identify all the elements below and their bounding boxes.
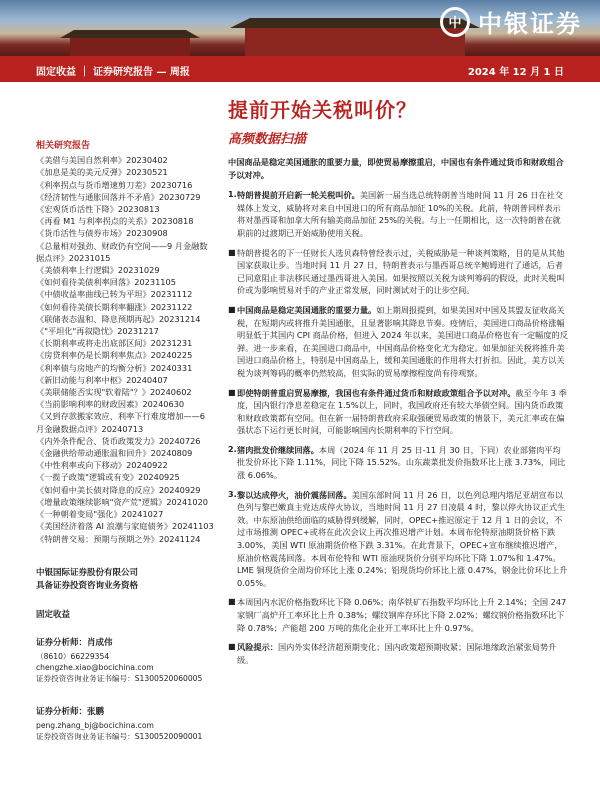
- paragraph-body: 国内外实体经济超预期变化；国内政策超预期收紧；国际地缘政治紧张局势升级。: [237, 642, 557, 665]
- paragraph-list: [228, 189, 568, 666]
- paragraph-bullet: ■: [228, 642, 236, 652]
- company-info-line: 具备证券投资咨询业务资格: [36, 580, 139, 591]
- company-info-line: 中银国际证券股份有限公司: [36, 567, 139, 578]
- paragraph-emphasis: 风险提示：: [237, 642, 278, 653]
- related-report-link[interactable]: 《中债收益率曲线已转为平坦》20231112: [36, 289, 193, 300]
- analyst-email: chengzhe.xiao@bocichina.com: [36, 663, 154, 673]
- analyst-card: [36, 637, 214, 684]
- related-report-link[interactable]: 《美联储能否实现"软着陆"？》20240602: [36, 387, 192, 398]
- body-paragraph: [228, 247, 568, 297]
- related-report-link[interactable]: 《再看 M1 与利率拐点的关系》20230818: [36, 216, 194, 227]
- related-report-link[interactable]: 《美债利率上行逻辑》20231029: [36, 265, 160, 276]
- related-report-link[interactable]: 《又到存款搬家效应、利率下行难度增加——6 月金融数据点评》20240713: [36, 411, 205, 434]
- paragraph-bullet: ■: [228, 304, 236, 314]
- paragraph-body: 如上期周报提到，如果美国对中国及其盟友征收高关税，在短期内或将推升美国通胀，且显著影响其降息节奏。疫情后，美国进口商品价格涨幅明显低于其国内 CPI 商品价格，但进入 2024 年以来，美国进口商品价格也有一定幅度的反弹。进一步来看，在美国进口商品中，中国商品价格变化尤为稳定。如果加征关税将推升美国进口商品价格上，特别是中国商品上，缓和美国通胀的作用将大打折扣。因此，美方以关税为谈判筹码的概率仍然较高，但实际的贸易摩擦程度尚有待观察。: [237, 304, 568, 378]
- paragraph-text: [237, 444, 568, 482]
- report-subtitle: 高频数据扫描: [228, 132, 307, 147]
- section-label: 固定收益: [36, 609, 71, 620]
- paragraph-text: [237, 189, 568, 239]
- related-report-link[interactable]: 《当前影响利率的财政因素》20240630: [36, 399, 185, 410]
- body-paragraph: [228, 387, 568, 437]
- related-report-link[interactable]: 《房贷利率仍是长期利率焦点》20240225: [36, 350, 193, 361]
- body-paragraph: [228, 489, 568, 590]
- report-category: 固定收益 ｜ 证券研究报告 — 周报: [36, 67, 190, 78]
- paragraph-emphasis: 黎以达成停火，油价震荡回落。: [237, 489, 352, 500]
- palace-image: [70, 38, 190, 56]
- paragraph-text: [237, 489, 568, 590]
- paragraph-bullet: ■: [228, 597, 236, 607]
- paragraph-body: 特朗普提名的下一任财长人选贝森特曾经表示过，关税威胁是一种谈判策略，目的是从其他国家获取让步。当地时间 11 月 27 日，特朗普表示与墨西哥总统辛鲍姆进行了通话，后者已同意阻止非法移民通过墨西哥进入美国。如果按照以关税为谈判筹码的假设，此时关税叫价或为影响贸易对手的产业正常发展，同时测试对于的让步空间。: [237, 247, 565, 296]
- paragraph-body: 截至今年 3 季度，国内银行净息差稳定在 1.5%以上，同时，我国政府还有较大举债空间。国内货币政策和财政政策都有空间。但在新一届特朗普政府采取强硬贸易政策的情景下，美元汇率或在偏强状态下运行更长时间，可能影响国内长期利率的下行空间。: [237, 387, 567, 436]
- analyst-cert: 证券投资咨询业务证书编号：S1300520060005: [36, 674, 203, 684]
- related-report-link[interactable]: 《中性利率或向下移动》20240922: [36, 460, 168, 471]
- paragraph-bullet: ■: [228, 387, 236, 397]
- header-banner: [0, 0, 600, 56]
- related-report-link[interactable]: 《货币活性与债券市场》20230908: [36, 228, 168, 239]
- related-report-link[interactable]: 《一揽子政策"逻辑或有变》20240925: [36, 472, 180, 483]
- related-report-link[interactable]: 《利率债与房地产的均衡分析》20240331: [36, 362, 193, 373]
- lead-summary: 中国商品是稳定美国通胀的重要力量，即使贸易摩擦重启，中国也有条件通过货币和财政组合予以对冲。: [228, 157, 564, 180]
- analyst-cert: 证券投资咨询业务证书编号：S1300520090001: [36, 732, 203, 742]
- related-report-link[interactable]: 《如何看待美债长期利率翻涨》20231122: [36, 301, 193, 312]
- body-paragraph: [228, 444, 568, 482]
- palace-image: [60, 30, 200, 38]
- company-info: [36, 567, 214, 593]
- paragraph-body: 美国新一届当选总统特朗普当地时间 11 月 26 日在社交媒体上发文，威胁将对来自中国进口的所有商品加征 10%的关税。此前，特朗普同样表示将对墨西哥和加拿大所有输美商品加征 25%的关税。与上一任期相比，这一次特朗普在就职前的过渡期已开始威胁使用关税。: [237, 190, 564, 238]
- palace-image: [245, 28, 465, 56]
- body-paragraph: [228, 304, 568, 380]
- brand-name: 中银证券: [478, 10, 582, 38]
- related-report-link[interactable]: 《利率拐点与货币增速剪刀差》20230716: [36, 179, 193, 190]
- analyst-list: [36, 637, 214, 742]
- body-paragraph: [228, 596, 568, 634]
- paragraph-body: 美国东部时间 11 月 26 日，以色列总理内塔尼亚胡宣布以色列与黎巴嫩真主党达成停火协议，当地时间 11 月 27 日凌晨 4 时，黎以停火协议正式生效。中东原油供给面临的威胁得到缓解，同时，OPEC+推迟原定于 12 月 1 日的会议，不过市场推测 OPEC+或将在此次会议上再次推迟增产计划。本周布伦特原油期货价格下跌 3.00%，美国 WTI 原油期货价格下跌 3.31%。在此背景下，OPEC+宣布继续推迟增产，原油价格震荡回落。本周布伦特和 WTI 原油现货价分别平均环比下降 1.07%和 1.47%。LME 铜现货价全周均价环比上涨 0.24%；铝现货均价环比上涨 0.47%，钢金比价环比上升 0.05%。: [237, 489, 568, 588]
- related-report-link[interactable]: 《总量相对强劲、财政仍有空间——9 月金融数据点评》20231015: [36, 240, 208, 263]
- paragraph-text: [237, 247, 568, 297]
- related-report-link[interactable]: 《如何看待美债利率回落》20231105: [36, 277, 176, 288]
- related-report-link[interactable]: 《宏观货币活性下降》20230813: [36, 204, 160, 215]
- related-list: [36, 154, 214, 545]
- related-report-link[interactable]: 《联储表态温和、降息预期再起》20231214: [36, 313, 201, 324]
- body-paragraph: [228, 641, 568, 666]
- related-heading: 相关研究报告: [36, 141, 91, 151]
- analyst-email: peng.zhang_bj@bocichina.com: [36, 721, 154, 731]
- paragraph-text: [237, 596, 568, 634]
- related-report-link[interactable]: 《经济韧性与通胀回落并不矛盾》20230729: [36, 191, 201, 202]
- main-content: [228, 156, 568, 673]
- paragraph-text: [237, 304, 568, 380]
- paragraph-body: 本周（2024 年 11 月 25 日-11 月 30 日，下同）农业部猪肉平均批发价环比下降 1.11%，同比下降 15.52%。山东蔬菜批发价指数环比上涨 3.73%，同比涨 6.06%。: [237, 444, 566, 481]
- paragraph-text: [237, 387, 568, 437]
- related-report-link[interactable]: 《金融供给带动通胀温和回升》20240809: [36, 448, 193, 459]
- paragraph-bullet: 3.: [228, 489, 237, 499]
- related-report-link[interactable]: 《增量政策继续影响"资产荒"逻辑》20241020: [36, 496, 209, 507]
- paragraph-emphasis: 中国商品是稳定美国通胀的重要力量。: [237, 304, 377, 315]
- paragraph-text: [237, 641, 568, 666]
- category-bar: [0, 56, 600, 82]
- analyst-name: 证券分析师：肖成伟: [36, 637, 113, 648]
- analyst-name: 证券分析师：张鹏: [36, 707, 105, 718]
- paragraph-bullet: ■: [228, 247, 236, 257]
- related-report-link[interactable]: 《美国经济着落 AI 浪潮与家庭债务》20241103: [36, 521, 214, 532]
- sidebar: [36, 140, 214, 764]
- boc-logo-icon: 中: [440, 7, 470, 37]
- related-report-link[interactable]: 《一种朝着变局"强化》20241027: [36, 509, 164, 520]
- analyst-card: [36, 706, 214, 742]
- paragraph-bullet: 2.: [228, 444, 237, 454]
- report-date: 2024 年 12 月 1 日: [467, 67, 564, 78]
- paragraph-emphasis: 特朗普提前开启新一轮关税叫价。: [237, 190, 360, 201]
- related-report-link[interactable]: 《美借与美国自然利率》20230402: [36, 155, 168, 166]
- paragraph-bullet: 1.: [228, 190, 237, 200]
- paragraph-body: 本周国内水泥价格指数环比下降 0.06%；南华铁矿石指数平均环比上升 2.14%；全国 247 家钢厂高炉开工率环比上升 0.38%；螺纹钢库存环比下降 2.02%；螺纹钢价格指数环比下降 0.78%；产能超 200 万吨的焦化企业开工率环比上升 0.97%。: [237, 597, 567, 633]
- analyst-phone: （8610）66229354: [36, 652, 110, 662]
- body-paragraph: [228, 189, 568, 239]
- brand: [440, 4, 582, 39]
- related-report-link[interactable]: 《特朗普交易：预期与预期之外》20241124: [36, 533, 201, 544]
- report-title: 提前开始关税叫价？: [228, 98, 417, 122]
- related-report-link[interactable]: 《加息是美的美元反弹》20230521: [36, 167, 168, 178]
- related-report-link[interactable]: 《"平坦化"再叙隐忧》20231217: [36, 326, 159, 337]
- related-report-link[interactable]: 《内外条件配合、货币政策发力》20240726: [36, 435, 201, 446]
- paragraph-emphasis: 猪肉批发价继续回落。: [237, 444, 319, 455]
- related-report-link[interactable]: 《长期利率或将走出底部区间》20231231: [36, 338, 193, 349]
- related-report-link[interactable]: 《如何看中美长债对降息的反应》20240929: [36, 484, 201, 495]
- related-report-link[interactable]: 《新旧动能与利率中枢》20240407: [36, 374, 168, 385]
- paragraph-emphasis: 即使特朗普重启贸易摩擦，我国也有条件通过货币和财政政策组合予以对冲。: [237, 387, 516, 398]
